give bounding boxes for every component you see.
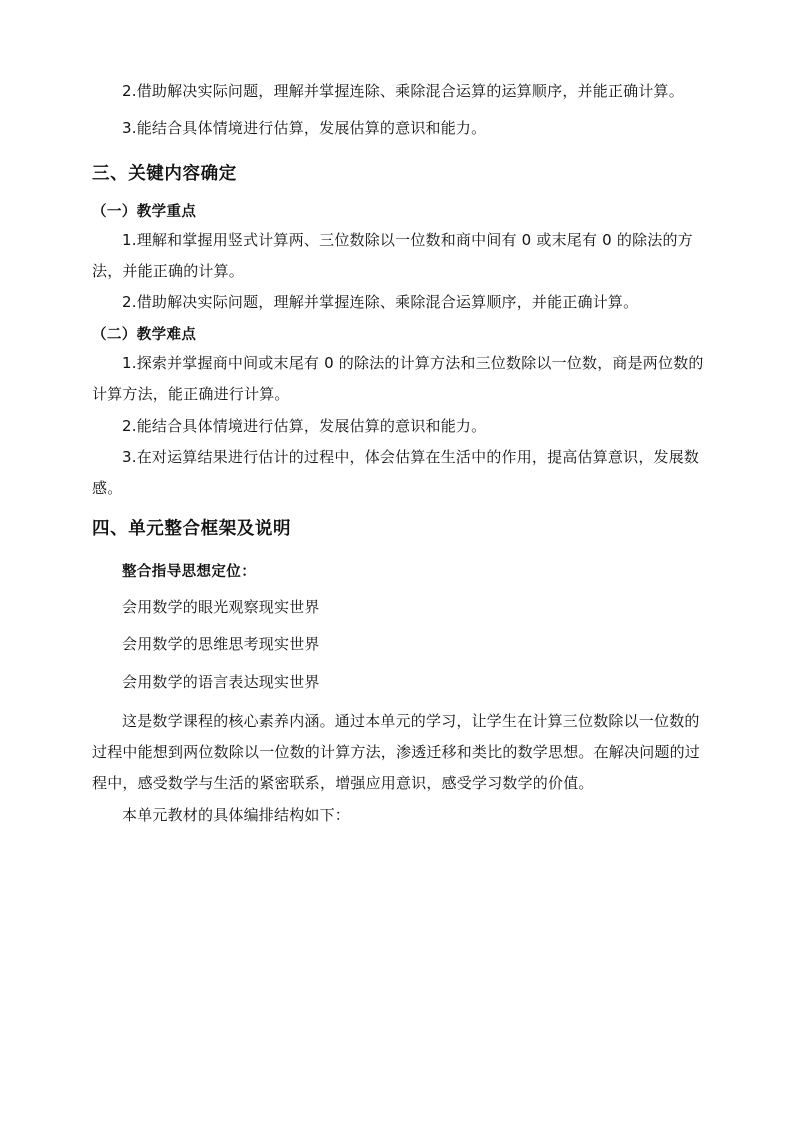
guide-line-1: 会用数学的眼光观察现实世界 (122, 598, 320, 616)
guide-title: 整合指导思想定位： (122, 564, 257, 580)
goal-3-paragraph: 3.能结合具体情境进行估算，发展估算的意识和能力。 (122, 119, 487, 137)
difficult-point-1: 1.探索并掌握商中间或末尾有 0 的除法的计算方法和三位数除以一位数，商是两位数的计算方法，能正确进行计算。 (92, 354, 704, 403)
key-point-1: 1.理解和掌握用竖式计算两、三位数除以一位数和商中间有 0 或末尾有 0 的除法的方法，并能正确的计算。 (92, 231, 693, 280)
difficult-points-heading: （二）教学难点 (92, 327, 197, 343)
guide-line-2: 会用数学的思维思考现实世界 (122, 635, 320, 653)
key-points-heading: （一）教学重点 (92, 204, 197, 220)
difficult-point-3: 3.在对运算结果进行估计的过程中，体会估算在生活中的作用，提高估算意识，发展数感。 (92, 448, 700, 497)
guide-line-3: 会用数学的语言表达现实世界 (122, 673, 320, 691)
summary-paragraph: 这是数学课程的核心素养内涵。通过本单元的学习，让学生在计算三位数除以一位数的过程中能想到两位数除以一位数的计算方法，渗透迁移和类比的数学思想。在解决问题的过程中，感受数学与生活的紧密联系，增强应用意识，感受学习数学的价值。 (92, 712, 701, 792)
section-4-heading: 四、单元整合框架及说明 (92, 519, 292, 539)
section-3-heading: 三、关键内容确定 (92, 164, 237, 184)
goal-2-paragraph: 2.借助解决实际问题，理解并掌握连除、乘除混合运算的运算顺序，并能正确计算。 (122, 82, 684, 100)
difficult-point-2: 2.能结合具体情境进行估算，发展估算的意识和能力。 (122, 417, 487, 435)
key-point-2: 2.借助解决实际问题，理解并掌握连除、乘除混合运算顺序，并能正确计算。 (122, 293, 639, 311)
structure-intro: 本单元教材的具体编排结构如下： (122, 806, 351, 824)
